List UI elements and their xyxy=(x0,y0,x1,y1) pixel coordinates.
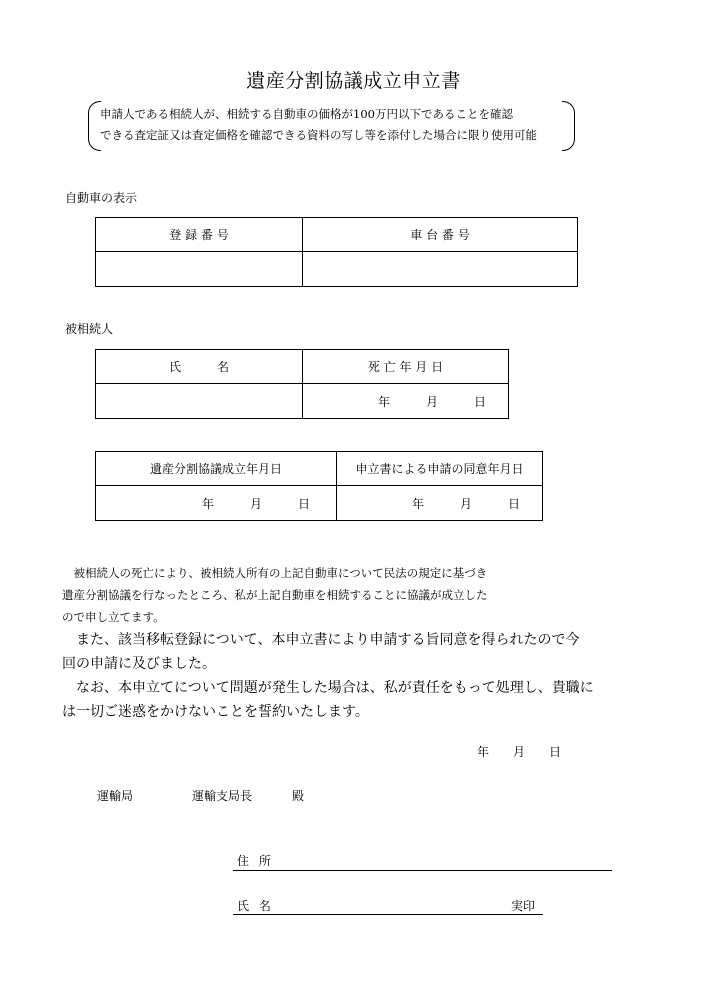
name-field[interactable] xyxy=(233,914,543,915)
consent-date-field[interactable]: 年 月 日 xyxy=(337,486,543,521)
consent-line-2: 回の申請に及びました。 xyxy=(62,656,216,672)
decedent-name-field[interactable] xyxy=(96,384,303,419)
pledge-line-1: なお、本申立てについて問題が発生した場合は、私が責任をもって処理し、貴職に xyxy=(62,680,594,696)
agreement-date-header: 遺産分割協議成立年月日 xyxy=(96,452,337,486)
death-date-field[interactable]: 年 月 日 xyxy=(303,384,509,419)
addressee-branch: 運輸支局長 xyxy=(192,789,253,803)
address-field[interactable] xyxy=(233,870,612,871)
vehicle-section-label: 自動車の表示 xyxy=(65,191,138,205)
chassis-number-header: 車 台 番 号 xyxy=(303,218,578,252)
address-label: 住 所 xyxy=(237,854,274,868)
seal-label: 実印 xyxy=(511,899,536,913)
name-label: 氏 名 xyxy=(237,899,274,913)
registration-number-header: 登 録 番 号 xyxy=(96,218,303,252)
right-bracket xyxy=(562,101,575,151)
vehicle-table xyxy=(95,217,578,287)
usage-note-line-2: できる査定証又は査定価格を確認できる資料の写し等を添付した場合に限り使用可能 xyxy=(100,128,537,142)
decedent-section-label: 被相続人 xyxy=(65,322,114,336)
addressee-honorific: 殿 xyxy=(292,789,305,803)
decedent-table xyxy=(95,349,509,419)
decedent-name-header: 氏 名 xyxy=(96,350,303,384)
consent-line-1: また、該当移転登録について、本申立書により申請する旨同意を得られたので今 xyxy=(62,632,580,648)
addressee-bureau: 運輸局 xyxy=(97,789,134,803)
usage-note-line-1: 申請人である相続人が、相続する自動車の価格が100万円以下であることを確認 xyxy=(100,107,513,121)
statement-line-3: ので申し立てます。 xyxy=(62,610,165,624)
consent-date-header: 申立書による申請の同意年月日 xyxy=(337,452,543,486)
chassis-number-field[interactable] xyxy=(303,252,578,287)
registration-number-field[interactable] xyxy=(96,252,303,287)
page-title: 遺産分割協議成立申立書 xyxy=(246,70,461,92)
statement-line-2: 遺産分割協議を行なったところ、私が上記自動車を相続することに協議が成立した xyxy=(62,588,488,602)
agreement-date-field[interactable]: 年 月 日 xyxy=(96,486,337,521)
agreement-table xyxy=(95,451,543,521)
statement-line-1: 被相続人の死亡により、被相続人所有の上記自動車について民法の規定に基づき xyxy=(62,566,488,580)
pledge-line-2: は一切ご迷惑をかけないことを誓約いたします。 xyxy=(62,704,369,720)
filing-date[interactable]: 年 月 日 xyxy=(477,745,562,759)
death-date-header: 死 亡 年 月 日 xyxy=(303,350,509,384)
